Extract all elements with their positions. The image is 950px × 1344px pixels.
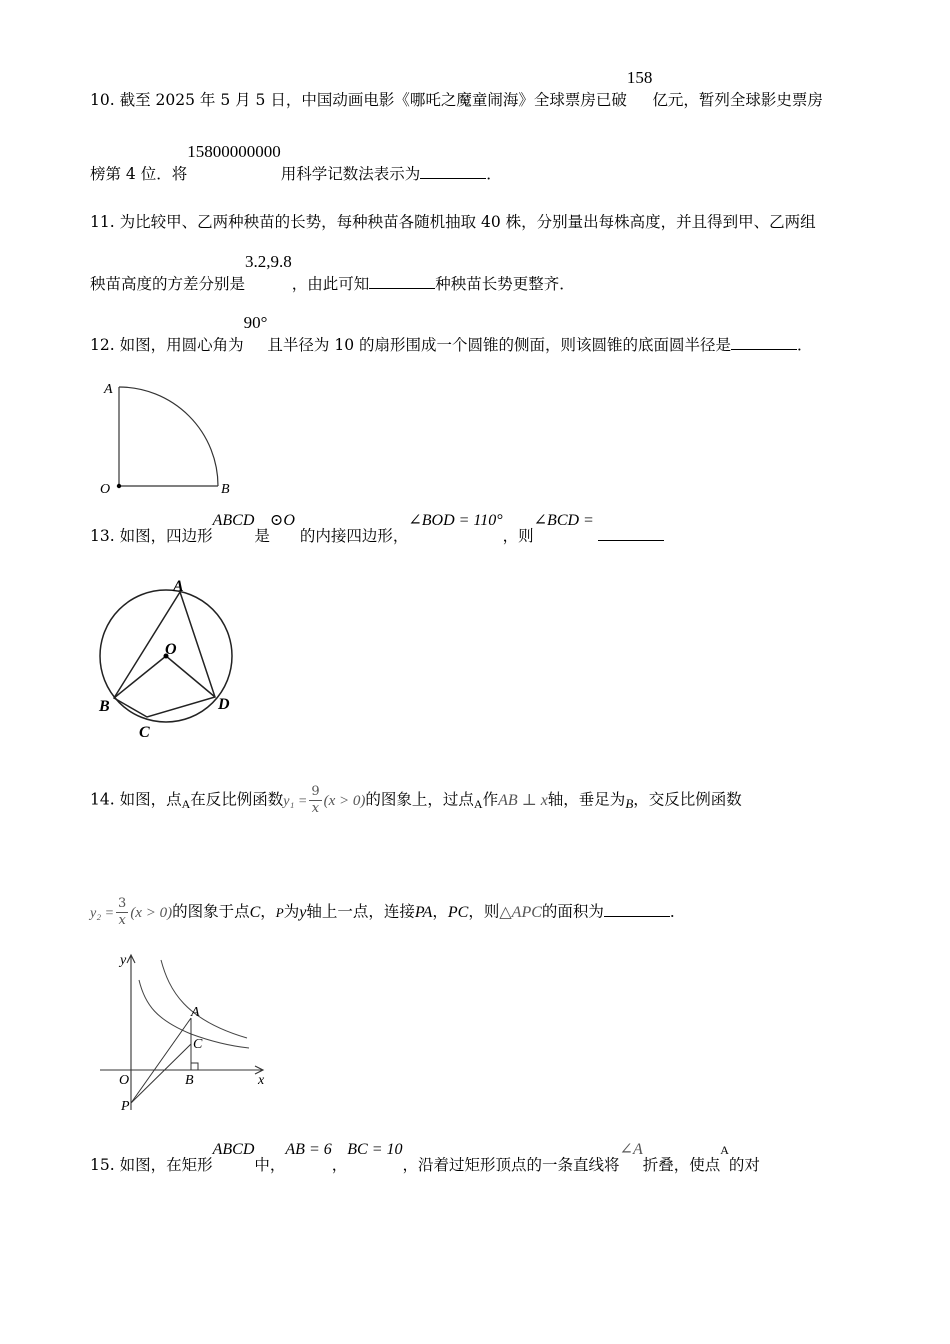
q15-point-a: A <box>720 1143 729 1157</box>
q15-text-4: ，沿着过矩形顶点的一条直线将 <box>402 1156 620 1174</box>
q15-text-2: 中， <box>254 1156 286 1174</box>
q14-answer-blank <box>604 902 670 917</box>
q15-rectangle: ABCD <box>212 1141 255 1158</box>
q13-label-d: D <box>218 696 230 713</box>
q10-line-1 <box>90 68 823 110</box>
q14-text-6: ，交反比例函数 <box>633 790 742 809</box>
q14-number: 14. <box>90 790 115 809</box>
q13-text-3: 的内接四边形， <box>299 527 409 545</box>
q14-func2-fraction <box>116 896 128 929</box>
q13-label-b: B <box>99 698 110 715</box>
q14-segment-pc: PC <box>447 903 469 921</box>
q12-line-1 <box>90 313 813 355</box>
q14-text-9: 为 <box>283 902 300 921</box>
q14-ab-perp: AB ⊥ x <box>498 791 548 809</box>
q14-label-x: x <box>258 1073 265 1088</box>
q13-label-c: C <box>139 724 150 741</box>
q11-text-1: 为比较甲、乙两种秧苗的长势，每种秧苗各随机抽取 40 株，分别量出每株高度，并且得到甲、乙两组 <box>119 213 816 231</box>
q12-sector-figure <box>95 375 245 500</box>
q14-text-8: ， <box>260 902 276 921</box>
q11-text-2: 秧苗高度的方差分别是 <box>90 275 246 293</box>
q12-number: 12. <box>90 336 115 354</box>
q10-number: 10. <box>90 91 115 109</box>
q13-answer-blank <box>598 526 664 541</box>
q14-func2-numerator: 3 <box>118 896 127 911</box>
q13-text-1: 如图，四边形 <box>119 527 213 545</box>
q14-func1-lhs: y₁ = <box>283 793 308 809</box>
q11-text-3: ，由此可知 <box>291 275 370 293</box>
q12-answer-blank <box>731 335 797 350</box>
q14-point-a2: A <box>473 796 483 811</box>
q11-answer-blank <box>369 274 435 289</box>
q10-value-158: 158 <box>626 68 653 87</box>
q14-text-7: 的图象于点 <box>172 902 250 921</box>
q12-arc <box>119 387 218 486</box>
q14-point-a: A <box>181 796 191 811</box>
q11-text-4: 种秧苗长势更整齐． <box>435 275 575 293</box>
q14-graph-figure <box>95 950 275 1120</box>
q14-point-c: C <box>249 903 261 921</box>
q12-label-b: B <box>221 482 230 497</box>
q14-label-b: B <box>185 1073 194 1088</box>
q10-text-4: 用科学记数法表示为 <box>280 165 421 183</box>
q14-end: ． <box>669 902 686 921</box>
q14-text-1: 如图，点 <box>119 790 182 809</box>
q14-func1-domain: (x > 0) <box>323 792 366 809</box>
q14-segment-pc <box>131 1044 191 1103</box>
q13-line-1 <box>90 512 664 547</box>
q10-text-3: 榜第 4 位．将 <box>90 165 188 183</box>
q10-answer-blank <box>420 164 486 179</box>
q14-right-angle-mark <box>191 1063 198 1070</box>
q13-segment-ob <box>114 656 166 698</box>
q10-value-large: 15800000000 <box>187 142 281 161</box>
q13-label-o: O <box>165 641 177 658</box>
q14-text-10: 轴上一点，连接 <box>306 902 415 921</box>
q14-label-a: A <box>191 1005 200 1020</box>
q13-text-4: ，则 <box>502 527 534 545</box>
q14-text-3: 的图象上，过点 <box>365 790 474 809</box>
q14-label-p: P <box>121 1099 130 1114</box>
q15-text-6: 的对 <box>728 1156 760 1174</box>
q13-text-2: 是 <box>254 527 270 545</box>
q10-text-2: 亿元，暂列全球影史票房 <box>652 91 823 109</box>
q14-axis-y: y <box>299 903 307 921</box>
q14-text-4: 作 <box>482 790 499 809</box>
q14-line-1 <box>90 784 742 817</box>
q11-number: 11. <box>90 213 115 231</box>
q13-label-a: A <box>173 578 184 595</box>
q15-text-1: 如图，在矩形 <box>119 1156 213 1174</box>
q15-angle-a: ∠A <box>619 1141 643 1158</box>
q11-line-1 <box>90 212 816 232</box>
q14-segment-pa: PA <box>414 903 433 921</box>
q13-angle-bod: ∠BOD = 110° <box>408 512 503 529</box>
q14-text-12: ，则 <box>468 902 500 921</box>
q14-text-13: 的面积为 <box>541 902 604 921</box>
q11-variances: 3.2,9.8 <box>245 252 292 271</box>
q14-func2-domain: (x > 0) <box>130 904 173 921</box>
q12-label-o: O <box>100 482 111 497</box>
q11-line-2 <box>90 252 575 294</box>
q14-text-11: ， <box>432 902 448 921</box>
q15-number: 15. <box>90 1156 115 1174</box>
q13-quad: ABCD <box>212 512 255 529</box>
q14-text-2: 在反比例函数 <box>190 790 284 809</box>
q12-text-1: 如图，用圆心角为 <box>119 336 244 354</box>
q14-func2-denominator: x <box>118 913 126 928</box>
q12-angle: 90° <box>243 313 268 332</box>
q13-circle-figure <box>95 575 245 745</box>
q14-point-b: B <box>625 795 634 811</box>
q12-center-point <box>117 484 121 488</box>
q15-text-3: ， <box>331 1156 348 1174</box>
q13-angle-bcd: ∠BCD = <box>533 512 594 529</box>
q10-line-2 <box>90 142 502 184</box>
q14-label-y: y <box>120 953 127 968</box>
q14-label-c: C <box>193 1037 203 1052</box>
q12-label-a: A <box>104 382 113 397</box>
q14-point-p: P <box>275 904 284 920</box>
q15-bc-length: BC = 10 <box>347 1141 403 1158</box>
q10-text-1: 截至 2025 年 5 月 5 日，中国动画电影《哪吒之魔童闹海》全球票房已破 <box>119 91 627 109</box>
q14-triangle: △APC <box>499 903 542 921</box>
q14-func1-fraction <box>309 784 321 817</box>
q12-end: ． <box>797 336 813 354</box>
q14-line-2 <box>90 896 685 929</box>
q14-func1-numerator: 9 <box>311 784 320 799</box>
q14-text-5: 轴，垂足为 <box>547 790 626 809</box>
q14-label-o: O <box>119 1073 130 1088</box>
q14-segment-pa <box>131 1018 191 1103</box>
q13-number: 13. <box>90 527 115 545</box>
q13-circle: ⊙O <box>269 512 295 529</box>
q14-func2-lhs: y₂ = <box>90 905 115 921</box>
q12-text-2: 且半径为 10 的扇形围成一个圆锥的侧面，则该圆锥的底面圆半径是 <box>267 336 732 354</box>
q15-text-5: 折叠，使点 <box>642 1156 721 1174</box>
q10-end: ． <box>486 165 502 183</box>
q15-line-1 <box>90 1141 760 1176</box>
q15-ab-length: AB = 6 <box>285 1141 332 1158</box>
q14-func1-denominator: x <box>311 801 320 816</box>
